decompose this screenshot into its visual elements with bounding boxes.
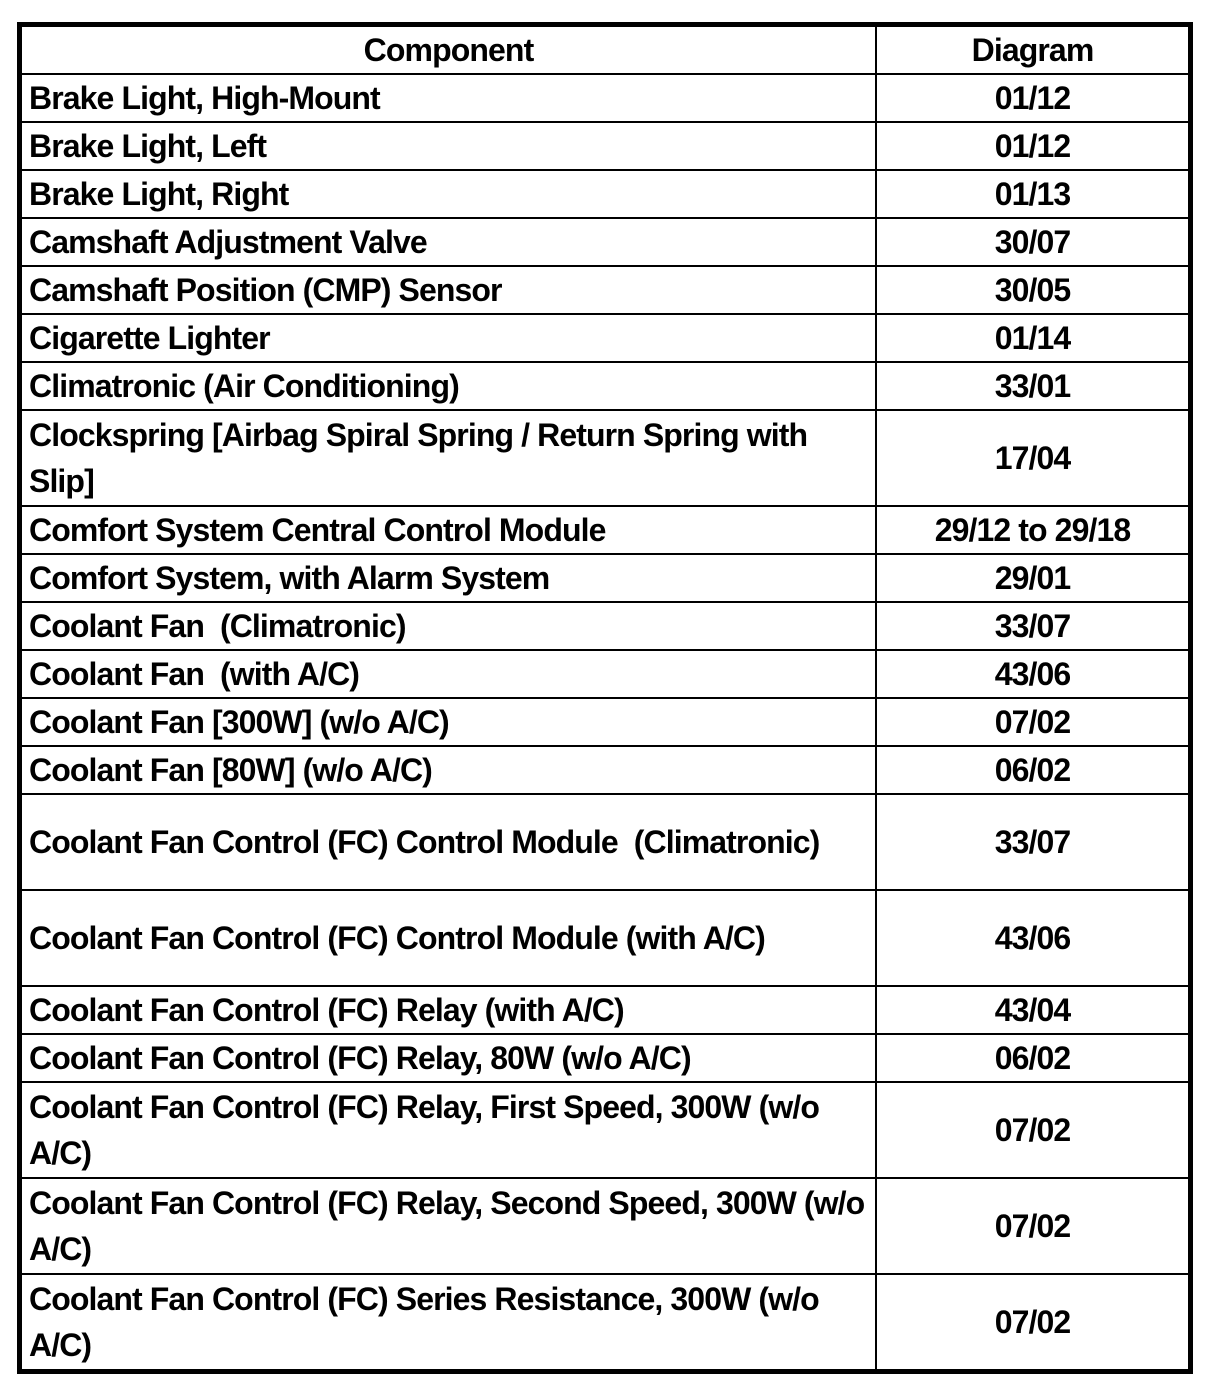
diagram-cell: 01/14 [876,314,1189,362]
diagram-cell: 30/07 [876,218,1189,266]
component-cell: Comfort System, with Alarm System [21,554,876,602]
diagram-cell: 33/07 [876,602,1189,650]
table-row [21,170,1189,218]
table-row [21,122,1189,170]
component-cell: Clockspring [Airbag Spiral Spring / Return Spring with Slip] [21,410,876,506]
table-row [21,362,1189,410]
component-cell: Coolant Fan Control (FC) Control Module (with A/C) [21,890,876,986]
component-column-header: Component [21,26,876,74]
component-cell: Comfort System Central Control Module [21,506,876,554]
diagram-cell: 43/06 [876,890,1189,986]
component-cell: Brake Light, High-Mount [21,74,876,122]
component-cell: Coolant Fan (Climatronic) [21,602,876,650]
diagram-cell: 01/12 [876,74,1189,122]
diagram-cell: 01/13 [876,170,1189,218]
table-row [21,650,1189,698]
component-cell: Brake Light, Right [21,170,876,218]
component-cell: Cigarette Lighter [21,314,876,362]
component-cell: Camshaft Adjustment Valve [21,218,876,266]
component-cell: Coolant Fan Control (FC) Relay (with A/C) [21,986,876,1034]
table-row [21,602,1189,650]
table-row [21,746,1189,794]
table-row [21,1034,1189,1082]
table-row [21,1082,1189,1178]
diagram-cell: 07/02 [876,1274,1189,1370]
diagram-cell: 06/02 [876,1034,1189,1082]
component-cell: Camshaft Position (CMP) Sensor [21,266,876,314]
component-diagram-table [20,25,1190,1371]
table-row [21,554,1189,602]
table-row [21,794,1189,890]
table-row [21,1274,1189,1370]
table-row [21,266,1189,314]
diagram-cell: 07/02 [876,1178,1189,1274]
table-row [21,218,1189,266]
component-cell: Coolant Fan Control (FC) Control Module (Climatronic) [21,794,876,890]
table-row [21,1178,1189,1274]
table-row [21,74,1189,122]
component-diagram-table-frame [17,22,1193,1374]
diagram-cell: 07/02 [876,698,1189,746]
table-row [21,506,1189,554]
table-row [21,986,1189,1034]
diagram-cell: 33/01 [876,362,1189,410]
component-cell: Coolant Fan [80W] (w/o A/C) [21,746,876,794]
diagram-cell: 30/05 [876,266,1189,314]
diagram-cell: 43/06 [876,650,1189,698]
table-row [21,698,1189,746]
component-cell: Coolant Fan Control (FC) Relay, Second Speed, 300W (w/o A/C) [21,1178,876,1274]
diagram-cell: 29/01 [876,554,1189,602]
component-cell: Coolant Fan [300W] (w/o A/C) [21,698,876,746]
diagram-cell: 17/04 [876,410,1189,506]
table-row [21,410,1189,506]
table-header-row [21,26,1189,74]
diagram-cell: 07/02 [876,1082,1189,1178]
diagram-column-header: Diagram [876,26,1189,74]
diagram-cell: 33/07 [876,794,1189,890]
component-cell: Coolant Fan (with A/C) [21,650,876,698]
component-cell: Brake Light, Left [21,122,876,170]
diagram-cell: 06/02 [876,746,1189,794]
table-row [21,314,1189,362]
component-cell: Coolant Fan Control (FC) Series Resistance, 300W (w/o A/C) [21,1274,876,1370]
component-cell: Coolant Fan Control (FC) Relay, 80W (w/o A/C) [21,1034,876,1082]
diagram-cell: 43/04 [876,986,1189,1034]
component-cell: Coolant Fan Control (FC) Relay, First Speed, 300W (w/o A/C) [21,1082,876,1178]
diagram-cell: 01/12 [876,122,1189,170]
table-row [21,890,1189,986]
component-cell: Climatronic (Air Conditioning) [21,362,876,410]
diagram-cell: 29/12 to 29/18 [876,506,1189,554]
